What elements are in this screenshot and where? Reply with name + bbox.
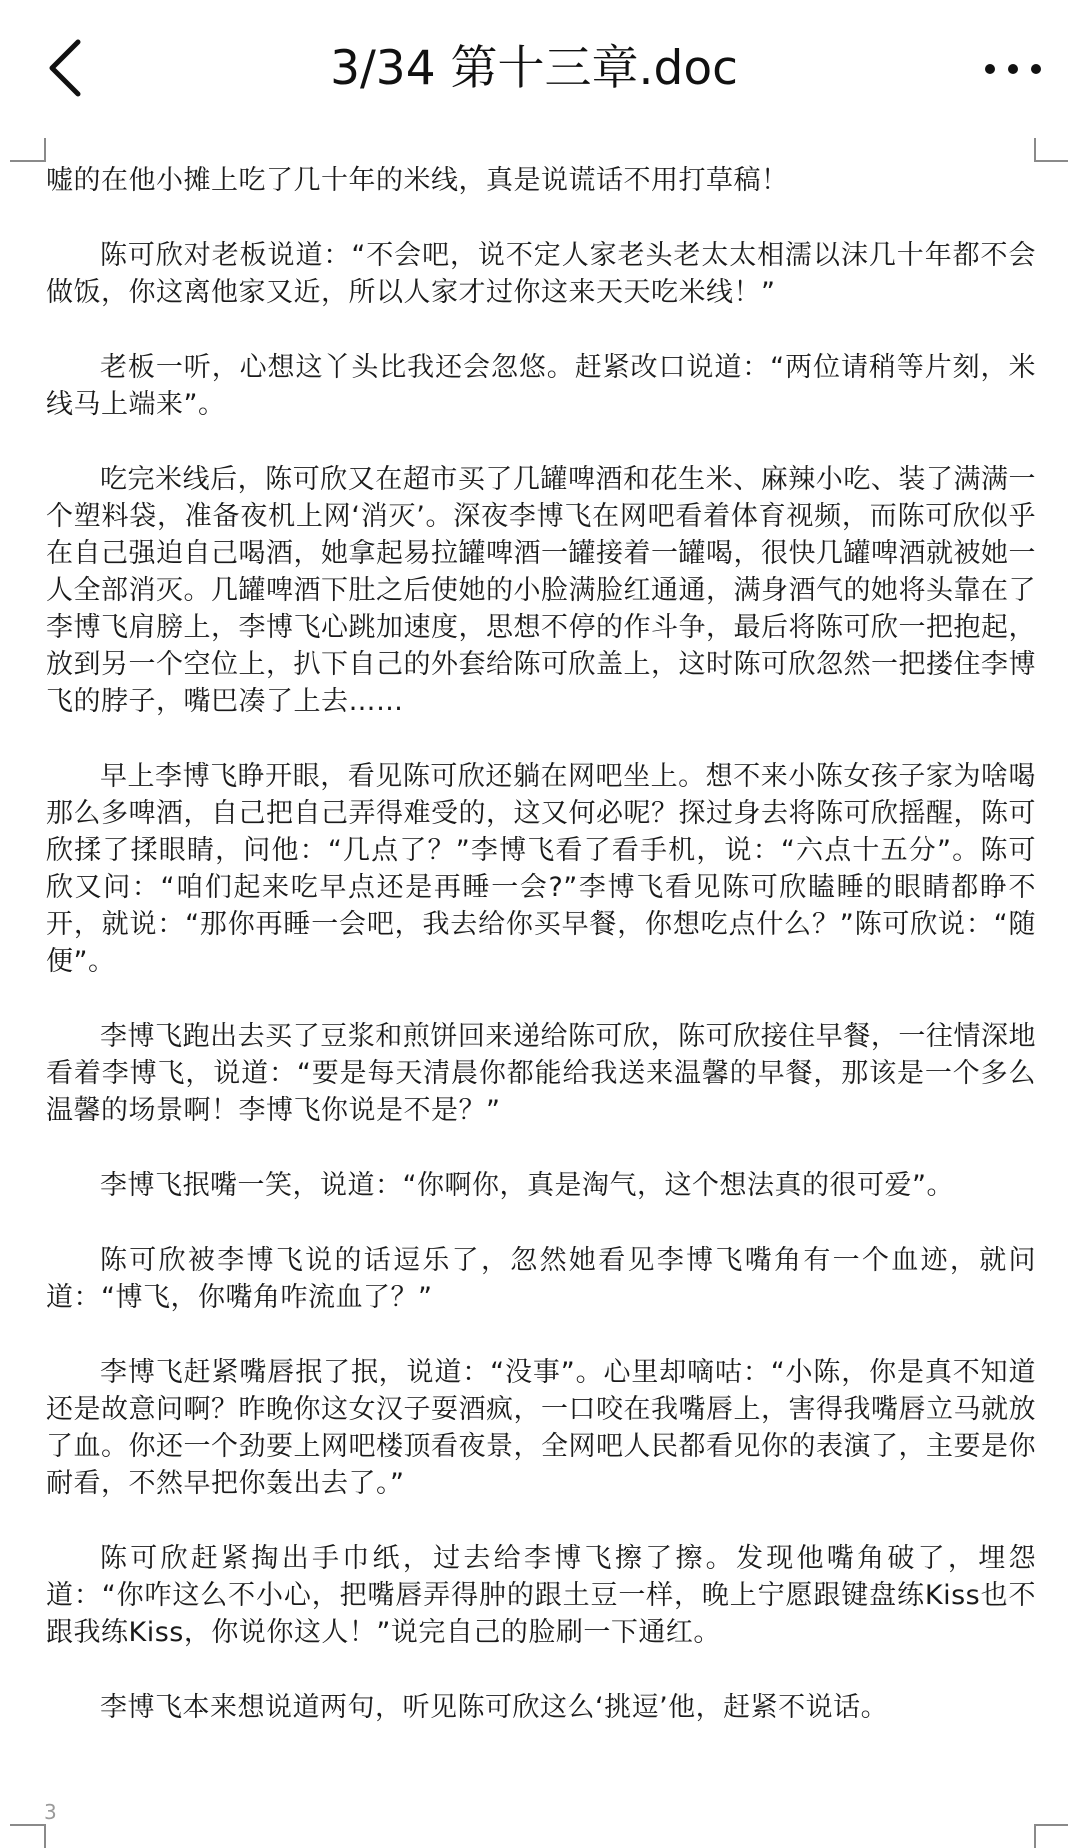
paragraph: 李博飞抿嘴一笑，说道：“你啊你，真是淘气，这个想法真的很可爱”。: [100, 1170, 954, 1201]
document-body: [46, 162, 1036, 1764]
top-bar: [0, 0, 1068, 139]
document-page[interactable]: [0, 138, 1068, 1846]
back-button[interactable]: [38, 36, 102, 100]
paragraph: 吃完米线后，陈可欣又在超市买了几罐啤酒和花生米、麻辣小吃、装了满满一个塑料袋，准备夜机上网‘消灭’。深夜李博飞在网吧看着体育视频，而陈可欣似乎在自己强迫自己喝酒，她拿起易拉罐啤酒一罐接着一罐喝，很快几罐啤酒就被她一人全部消灭。几罐啤酒下肚之后使她的小脸满脸红通通，满身酒气的她将头靠在了李博飞肩膀上，李博飞心跳加速度，思想不停的作斗争，最后将陈可欣一把抱起，放到另一个空位上，扒下自己的外套给陈可欣盖上，这时陈可欣忽然一把搂住李博飞的脖子，嘴巴凑了上去……: [46, 464, 1036, 717]
page-number: 3: [44, 1800, 57, 1824]
page-corner-mark-top-left: [10, 138, 46, 162]
paragraph: 李博飞本来想说道两句，听见陈可欣这么‘挑逗’他，赶紧不说话。: [100, 1692, 889, 1723]
paragraph: 李博飞赶紧嘴唇抿了抿，说道：“没事”。心里却嘀咕：“小陈，你是真不知道还是故意问啊？昨晚你这女汉子耍酒疯，一口咬在我嘴唇上，害得我嘴唇立马就放了血。你还一个劲要上网吧楼顶看夜景，全网吧人民都看见你的表演了，主要是你耐看，不然早把你轰出去了。”: [46, 1357, 1036, 1499]
document-title: 3/34 第十三章.doc: [330, 41, 738, 96]
more-horizontal-icon: [978, 40, 1048, 98]
paragraph: 老板一听，心想这丫头比我还会忽悠。赶紧改口说道：“两位请稍等片刻，米线马上端来”。: [46, 352, 1036, 420]
paragraph: 李博飞跑出去买了豆浆和煎饼回来递给陈可欣，陈可欣接住早餐，一往情深地看着李博飞，说道：“要是每天清晨你都能给我送来温馨的早餐，那该是一个多么温馨的场景啊！李博飞你说是不是？”: [46, 1021, 1036, 1126]
chevron-left-icon: [38, 36, 102, 100]
more-options-button[interactable]: [978, 40, 1048, 98]
paragraph: 早上李博飞睁开眼，看见陈可欣还躺在网吧坐上。想不来小陈女孩子家为啥喝那么多啤酒，自己把自己弄得难受的，这又何必呢？探过身去将陈可欣摇醒，陈可欣揉了揉眼睛，问他：“几点了？”李博飞看了看手机，说：“六点十五分”。陈可欣又问：“咱们起来吃早点还是再睡一会?”李博飞看见陈可欣瞌睡的眼睛都睁不开，就说：“那你再睡一会吧，我去给你买早餐，你想吃点什么？”陈可欣说：“随便”。: [46, 761, 1036, 977]
page-corner-mark-bottom-left: [10, 1824, 46, 1848]
paragraph: 陈可欣赶紧掏出手巾纸，过去给李博飞擦了擦。发现他嘴角破了，埋怨道：“你咋这么不小心，把嘴唇弄得肿的跟土豆一样，晚上宁愿跟键盘练Kiss也不跟我练Kiss，你说你这人！”说完自己的脸刷一下通红。: [46, 1543, 1036, 1648]
paragraph: 陈可欣被李博飞说的话逗乐了，忽然她看见李博飞嘴角有一个血迹，就问道：“博飞，你嘴角咋流血了？”: [46, 1245, 1036, 1313]
page-corner-mark-bottom-right: [1034, 1824, 1068, 1848]
paragraph: 嘘的在他小摊上吃了几十年的米线，真是说谎话不用打草稿！: [46, 165, 789, 196]
paragraph: 陈可欣对老板说道：“不会吧，说不定人家老头老太太相濡以沫几十年都不会做饭，你这离他家又近，所以人家才过你这来天天吃米线！”: [46, 240, 1036, 308]
page-corner-mark-top-right: [1034, 138, 1068, 162]
